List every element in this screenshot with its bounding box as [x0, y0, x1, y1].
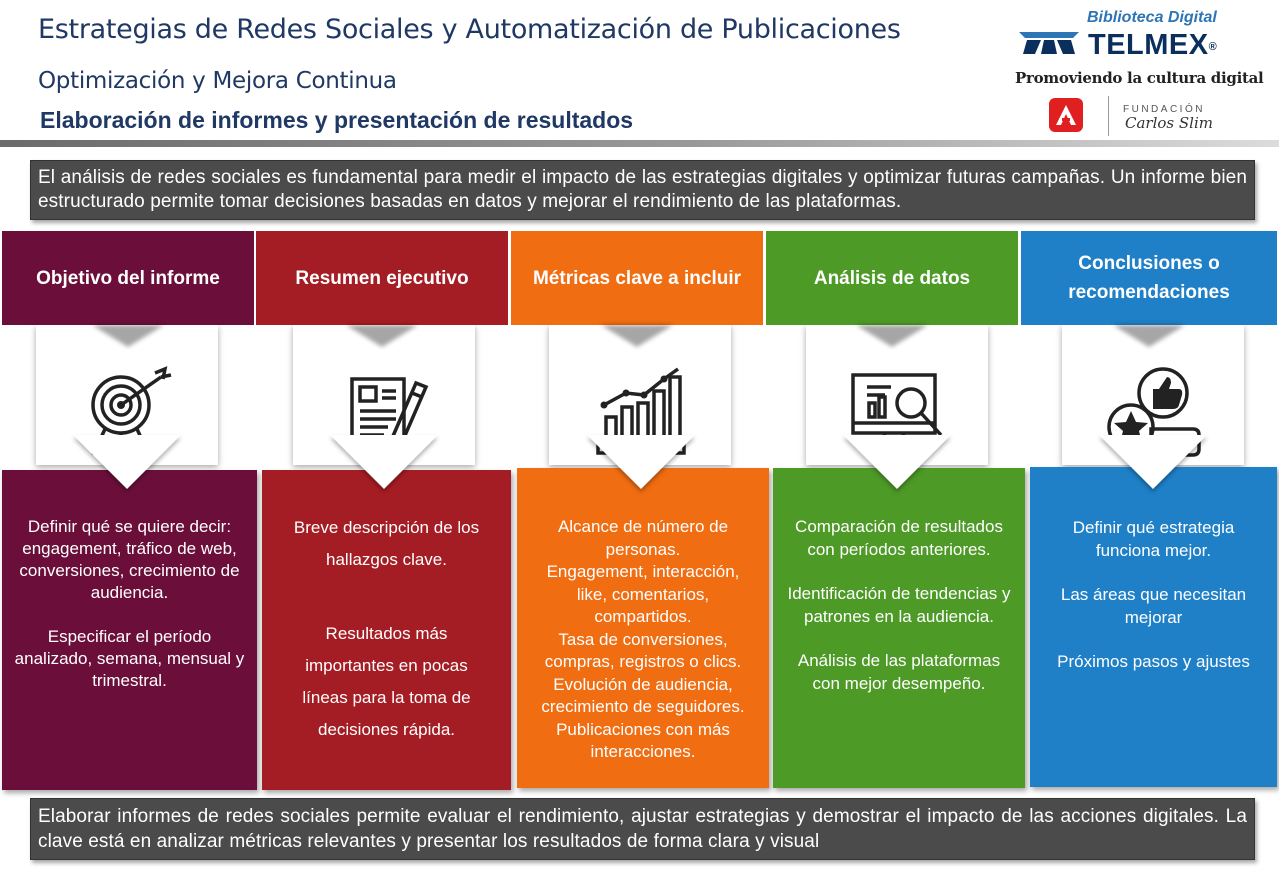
- body-text: Definir qué estrategia funciona mejor.: [1072, 518, 1235, 560]
- section-title: Elaboración de informes y presentación de resultados: [40, 107, 634, 133]
- column-header: [766, 231, 1018, 325]
- body-text: Especificar el período analizado, semana, mensual y trimestral.: [14, 627, 245, 690]
- biblioteca-digital-label: Biblioteca Digital: [1087, 9, 1217, 26]
- fundacion-logo-icon: [1049, 98, 1083, 132]
- column-title: Resumen ejecutivo: [295, 267, 469, 289]
- column-body: [262, 470, 511, 790]
- page-title: Estrategias de Redes Sociales y Automatización de Publicaciones: [38, 14, 901, 45]
- intro-box: El análisis de redes sociales es fundamental para medir el impacto de las estrategias digitales y optimizar futuras campañas. Un informe bien estructurado permite tomar decisiones basadas en datos y mejorar el rendimiento de las plataformas.: [30, 160, 1255, 220]
- column-title: Objetivo del informe: [36, 267, 220, 289]
- body-text: Resultados más importantes en pocas líneas para la toma de decisiones rápida.: [302, 624, 471, 739]
- registered-mark: ®: [1208, 41, 1218, 53]
- pointer-notch: [843, 435, 951, 489]
- fundacion-signature: Carlos Slim: [1125, 114, 1213, 132]
- column-body: [2, 470, 257, 790]
- body-text: Identificación de tendencias y patrones en la audiencia.: [787, 584, 1011, 626]
- telmex-wordmark: TELMEX: [1088, 29, 1209, 61]
- pointer-notch: [587, 435, 695, 489]
- body-text: Publicaciones con más interacciones.: [556, 719, 730, 761]
- telmex-logo-text: [1088, 29, 1217, 62]
- column-body: [517, 468, 769, 788]
- page-subtitle: Optimización y Mejora Continua: [38, 68, 397, 94]
- conclusion-box: Elaborar informes de redes sociales permite evaluar el rendimiento, ajustar estrategias y demostrar el impacto de las acciones digitales. La clave está en analizar métricas relevantes y presentar los resultados de forma clara y visual: [30, 798, 1255, 860]
- body-text: Evolución de audiencia, crecimiento de seguidores.: [541, 674, 745, 716]
- pointer-notch: [1099, 435, 1207, 489]
- column-body: [773, 468, 1025, 788]
- brand-tagline: Promoviendo la cultura digital: [1015, 69, 1264, 87]
- telmex-logo-icon: [1017, 28, 1081, 58]
- body-text: Comparación de resultados con períodos anteriores.: [795, 517, 1003, 559]
- column-title: Análisis de datos: [813, 267, 971, 289]
- logo-separator: [1108, 96, 1109, 136]
- fundacion-label: FUNDACIÓN: [1123, 104, 1205, 115]
- column-body: [1030, 467, 1277, 787]
- body-text: Breve descripción de los hallazgos clave.: [293, 518, 480, 569]
- body-text: Las áreas que necesitan mejorar: [1060, 585, 1247, 627]
- body-text: Análisis de las plataformas con mejor desempeño.: [797, 651, 1001, 693]
- body-text: Próximos pasos y ajustes: [1057, 652, 1250, 671]
- column-header: [256, 231, 508, 325]
- column-title: Conclusiones o recomendaciones: [1068, 253, 1230, 303]
- column-header: [2, 231, 254, 325]
- body-text: Definir qué se quiere decir: engagement, tráfico de web, conversiones, crecimiento de audiencia.: [19, 517, 240, 602]
- column-header: [511, 231, 763, 325]
- body-text: Tasa de conversiones, compras, registros o clics.: [544, 629, 742, 671]
- pointer-notch: [73, 435, 181, 489]
- title-divider: [0, 140, 1279, 147]
- column-header: [1021, 231, 1277, 325]
- column-title: Métricas clave a incluir: [532, 267, 742, 289]
- body-text: Engagement, interacción, like, comentarios, compartidos.: [546, 562, 740, 626]
- body-text: Alcance de número de personas.: [557, 517, 729, 559]
- pointer-notch: [330, 435, 438, 489]
